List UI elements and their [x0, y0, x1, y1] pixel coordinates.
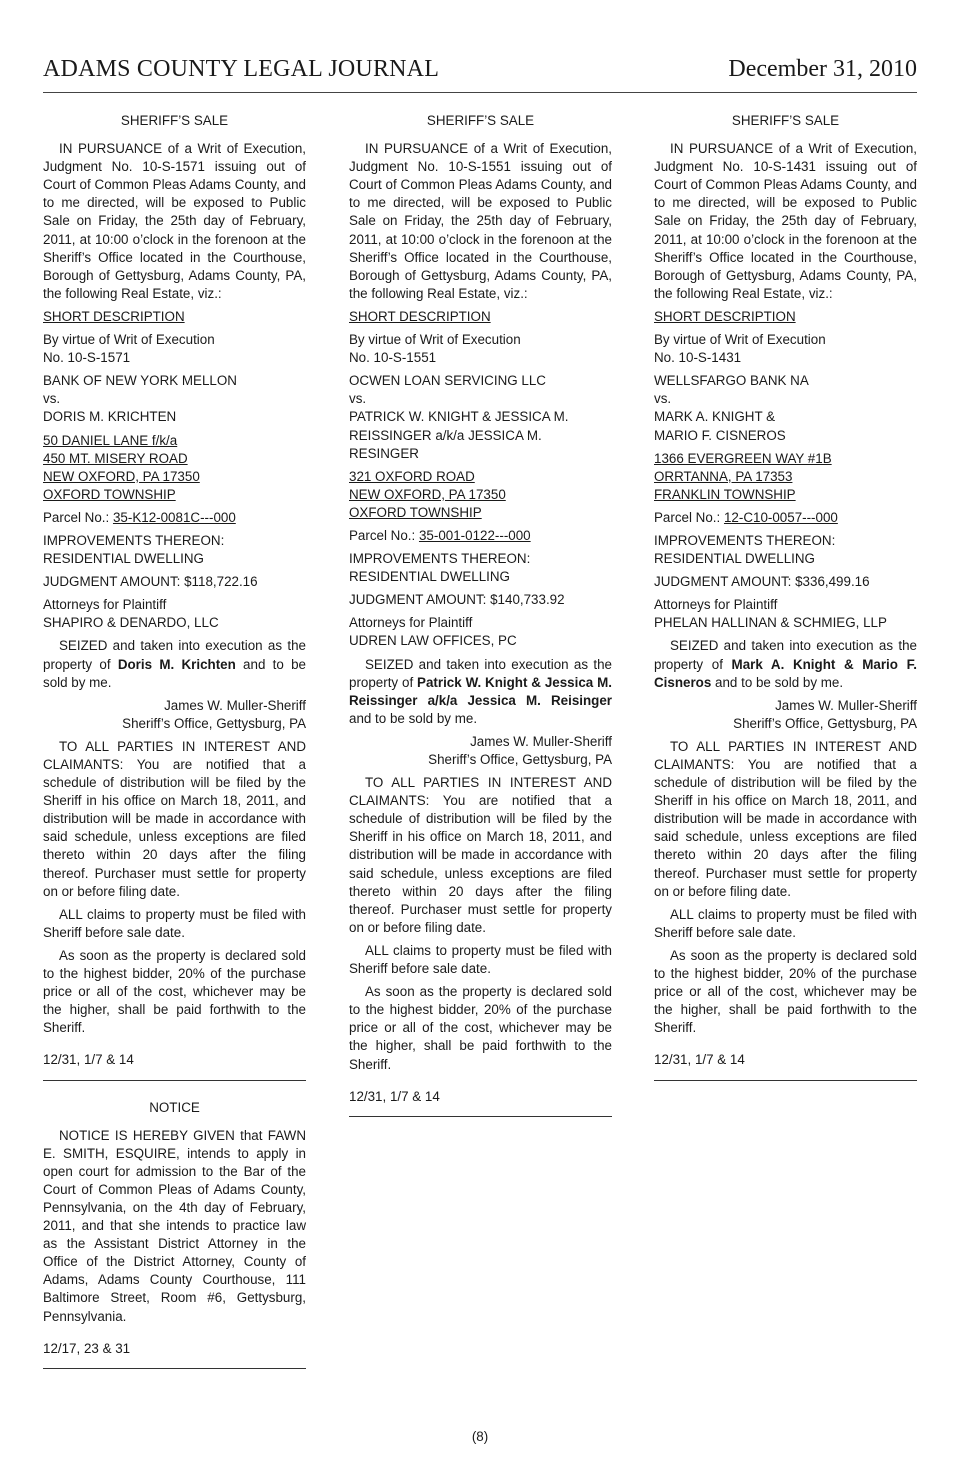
attorneys-label: Attorneys for Plaintiff [654, 597, 778, 613]
distribution-notice: TO ALL PARTIES IN INTEREST AND CLAIMANTS: You are notified that a schedule of distribution will be filed by the Sheriff in his office on March 18, 2011, and distribution will be made in accordance with said schedule, unless exceptions are filed thereto within 20 days after the filing thereof. Purchaser must settle for property on or before filing date. [654, 738, 917, 899]
address-line: 450 MT. MISERY ROAD [43, 450, 188, 466]
property-address [349, 468, 612, 522]
short-description-heading: SHORT DESCRIPTION [349, 308, 491, 324]
parties-block [654, 372, 917, 444]
improvements-value: RESIDENTIAL DWELLING [654, 551, 815, 567]
distribution-notice: TO ALL PARTIES IN INTEREST AND CLAIMANTS: You are notified that a schedule of distribution will be filed by the Sheriff in his office on March 18, 2011, and distribution will be made in accordance with said schedule, unless exceptions are filed thereto within 20 days after the filing thereof. Purchaser must settle for property on or before filing date. [43, 738, 306, 899]
improvements-value: RESIDENTIAL DWELLING [43, 551, 204, 567]
seized-text: SEIZED and taken into execution as the property of [349, 656, 612, 690]
sheriff-office: Sheriff’s Office, Gettysburg, PA [428, 752, 612, 767]
divider [43, 1080, 306, 1081]
sheriff-signature [349, 733, 612, 769]
property-address [43, 432, 306, 504]
sheriff-sale-notice-1551 [349, 112, 612, 1135]
seized-owner: Patrick W. Knight & Jessica M. Reissinger a/k/a Jessica M. Reisinger [349, 674, 612, 708]
judgment-amount: JUDGMENT AMOUNT: $118,722.16 [43, 574, 258, 590]
improvements-label: IMPROVEMENTS THEREON: [349, 551, 531, 567]
seized-text-end: and to be sold by me. [349, 710, 478, 726]
sheriff-sale-notice-1431 [654, 112, 917, 1099]
seized-text-end: and to be sold by me. [43, 656, 306, 690]
writ-line: By virtue of Writ of Execution [654, 332, 826, 348]
publication-dates: 12/17, 23 & 31 [43, 1340, 131, 1356]
parcel-number: 12-C10-0057---000 [723, 509, 838, 525]
parcel-line [43, 509, 306, 527]
parcel-number: 35-K12-0081C---000 [112, 509, 236, 525]
address-line: 50 DANIEL LANE f/k/a [43, 432, 178, 448]
property-address [654, 450, 917, 504]
parcel-label: Parcel No.: [349, 527, 419, 543]
defendant-name: PATRICK W. KNIGHT & JESSICA M. [349, 409, 569, 425]
journal-title: ADAMS COUNTY LEGAL JOURNAL [43, 56, 440, 82]
writ-number: No. 10-S-1551 [349, 350, 437, 366]
address-line: NEW OXFORD, PA 17350 [349, 486, 506, 502]
versus-label: vs. [654, 391, 672, 407]
short-description-heading: SHORT DESCRIPTION [43, 308, 185, 324]
plaintiff-name: OCWEN LOAN SERVICING LLC [349, 373, 546, 389]
short-description-heading: SHORT DESCRIPTION [654, 308, 796, 324]
parcel-line [654, 509, 917, 527]
address-line: OXFORD TOWNSHIP [43, 486, 176, 502]
improvements-label: IMPROVEMENTS THEREON: [43, 532, 225, 548]
defendant-name: DORIS M. KRICHTEN [43, 409, 177, 425]
notice-intro: IN PURSUANCE of a Writ of Execution, Judgment No. 10-S-1571 issuing out of Court of Common Pleas Adams County, and to me directed, will be exposed to Public Sale on Friday, the 25th day of February, 2011, at 10:00 o’clock in the forenoon at the Sheriff’s Office located in the Courthouse, Borough of Gettysburg, Adams County, PA, the following Real Estate, viz.: [43, 141, 306, 301]
claims-notice: ALL claims to property must be filed with Sheriff before sale date. [43, 906, 306, 940]
seized-paragraph [349, 656, 612, 728]
writ-line: By virtue of Writ of Execution [43, 332, 215, 348]
plaintiff-name: WELLSFARGO BANK NA [654, 373, 809, 389]
defendant-name: RESINGER [349, 445, 419, 461]
writ-block [654, 331, 917, 367]
attorneys-firm: PHELAN HALLINAN & SCHMIEG, LLP [654, 615, 887, 631]
attorneys-firm: SHAPIRO & DENARDO, LLC [43, 615, 219, 631]
address-line: OXFORD TOWNSHIP [349, 504, 482, 520]
page-header [43, 56, 917, 93]
bar-admission-notice: NOTICE IS HEREBY GIVEN that FAWN E. SMITH, ESQUIRE, intends to apply in open court for admission to the Bar of the Court of Common Pleas of Adams County, Pennsylvania, on the 4th day of February, 2011, and that she intends to practice law as the Assistant District Attorney in the Office of the District Attorney, County of Adams, Adams County Courthouse, 111 Baltimore Street, Room #6, Gettysburg, Pennsylvania. [43, 1127, 306, 1324]
writ-block [43, 331, 306, 367]
parties-block [43, 372, 306, 426]
payment-notice: As soon as the property is declared sold to the highest bidder, 20% of the purchase price or all of the cost, whichever may be the higher, shall be paid forthwith to the Sheriff. [654, 947, 917, 1036]
notice-intro: IN PURSUANCE of a Writ of Execution, Judgment No. 10-S-1431 issuing out of Court of Common Pleas Adams County, and to me directed, will be exposed to Public Sale on Friday, the 25th day of February, 2011, at 10:00 o’clock in the forenoon at the Sheriff’s Office located in the Courthouse, Borough of Gettysburg, Adams County, PA, the following Real Estate, viz.: [654, 141, 917, 301]
claims-notice: ALL claims to property must be filed with Sheriff before sale date. [654, 906, 917, 940]
parcel-label: Parcel No.: [43, 509, 113, 525]
seized-text: SEIZED and taken into execution as the property of [43, 638, 306, 672]
sheriff-signature [654, 697, 917, 733]
improvements-value: RESIDENTIAL DWELLING [349, 569, 510, 585]
attorneys-label: Attorneys for Plaintiff [349, 615, 473, 631]
parcel-label: Parcel No.: [654, 509, 724, 525]
parcel-line [349, 527, 612, 545]
payment-notice: As soon as the property is declared sold to the highest bidder, 20% of the purchase price or all of the cost, whichever may be the higher, shall be paid forthwith to the Sheriff. [349, 984, 612, 1072]
divider [654, 1080, 917, 1081]
address-line: 321 OXFORD ROAD [349, 468, 475, 484]
issue-date: December 31, 2010 [728, 56, 917, 82]
improvements-block [349, 550, 612, 586]
attorneys-block [654, 596, 917, 632]
notice-title: SHERIFF’S SALE [120, 113, 229, 128]
publication-dates: 12/31, 1/7 & 14 [43, 1052, 134, 1068]
sheriff-office: Sheriff’s Office, Gettysburg, PA [122, 715, 306, 731]
writ-number: No. 10-S-1571 [43, 350, 131, 366]
publication-dates: 12/31, 1/7 & 14 [349, 1088, 440, 1104]
distribution-notice: TO ALL PARTIES IN INTEREST AND CLAIMANTS: You are notified that a schedule of distribution will be filed by the Sheriff in his office on March 18, 2011, and distribution will be made in accordance with said schedule, unless exceptions are filed thereto within 20 days after the filing thereof. Purchaser must settle for property on or before filing date. [349, 775, 612, 935]
improvements-label: IMPROVEMENTS THEREON: [654, 532, 836, 548]
judgment-amount: JUDGMENT AMOUNT: $336,499.16 [654, 574, 870, 590]
defendant-name: REISSINGER a/k/a JESSICA M. [349, 427, 542, 443]
payment-notice: As soon as the property is declared sold to the highest bidder, 20% of the purchase price or all of the cost, whichever may be the higher, shall be paid forthwith to the Sheriff. [43, 947, 306, 1036]
attorneys-firm: UDREN LAW OFFICES, PC [349, 633, 517, 649]
versus-label: vs. [349, 391, 367, 407]
sheriff-signature [43, 697, 306, 733]
seized-owner: Doris M. Krichten [117, 656, 236, 672]
writ-number: No. 10-S-1431 [654, 350, 742, 366]
improvements-block [654, 532, 917, 568]
parties-block [349, 372, 612, 462]
defendant-name: MARIO F. CISNEROS [654, 427, 786, 443]
judgment-amount: JUDGMENT AMOUNT: $140,733.92 [349, 592, 565, 608]
notice-intro: IN PURSUANCE of a Writ of Execution, Judgment No. 10-S-1551 issuing out of Court of Common Pleas Adams County, and to me directed, will be exposed to Public Sale on Friday, the 25th day of February, 2011, at 10:00 o’clock in the forenoon at the Sheriff’s Office located in the Courthouse, Borough of Gettysburg, Adams County, PA, the following Real Estate, viz.: [349, 141, 612, 301]
writ-block [349, 331, 612, 367]
notice-title: SHERIFF’S SALE [426, 113, 535, 128]
address-line: 1366 EVERGREEN WAY #1B [654, 450, 832, 466]
seized-text-end: and to be sold by me. [711, 674, 844, 690]
seized-paragraph [654, 637, 917, 691]
notice-title: SHERIFF’S SALE [731, 113, 840, 128]
sheriff-sale-notice-1571 [43, 112, 306, 1387]
page-number: (8) [471, 1429, 489, 1444]
attorneys-label: Attorneys for Plaintiff [43, 597, 167, 613]
attorneys-block [349, 614, 612, 650]
claims-notice: ALL claims to property must be filed with Sheriff before sale date. [349, 942, 612, 977]
seized-paragraph [43, 637, 306, 691]
versus-label: vs. [43, 391, 61, 407]
sheriff-name: James W. Muller-Sheriff [775, 697, 917, 713]
plaintiff-name: BANK OF NEW YORK MELLON [43, 373, 237, 389]
publication-dates: 12/31, 1/7 & 14 [654, 1052, 745, 1068]
defendant-name: MARK A. KNIGHT & [654, 409, 776, 425]
address-line: NEW OXFORD, PA 17350 [43, 468, 200, 484]
seized-text: SEIZED and taken into execution as the property of [654, 638, 917, 672]
attorneys-block [43, 596, 306, 632]
writ-line: By virtue of Writ of Execution [349, 332, 521, 348]
address-line: ORRTANNA, PA 17353 [654, 468, 793, 484]
address-line: FRANKLIN TOWNSHIP [654, 486, 796, 502]
parcel-number: 35-001-0122---000 [418, 527, 531, 543]
divider [349, 1116, 612, 1117]
sheriff-name: James W. Muller-Sheriff [164, 697, 306, 713]
notice-title: NOTICE [149, 1099, 200, 1115]
sheriff-office: Sheriff’s Office, Gettysburg, PA [733, 715, 917, 731]
sheriff-name: James W. Muller-Sheriff [470, 733, 612, 749]
divider [43, 1368, 306, 1369]
seized-owner: Mark A. Knight & Mario F. Cisneros [654, 656, 917, 690]
improvements-block [43, 532, 306, 568]
